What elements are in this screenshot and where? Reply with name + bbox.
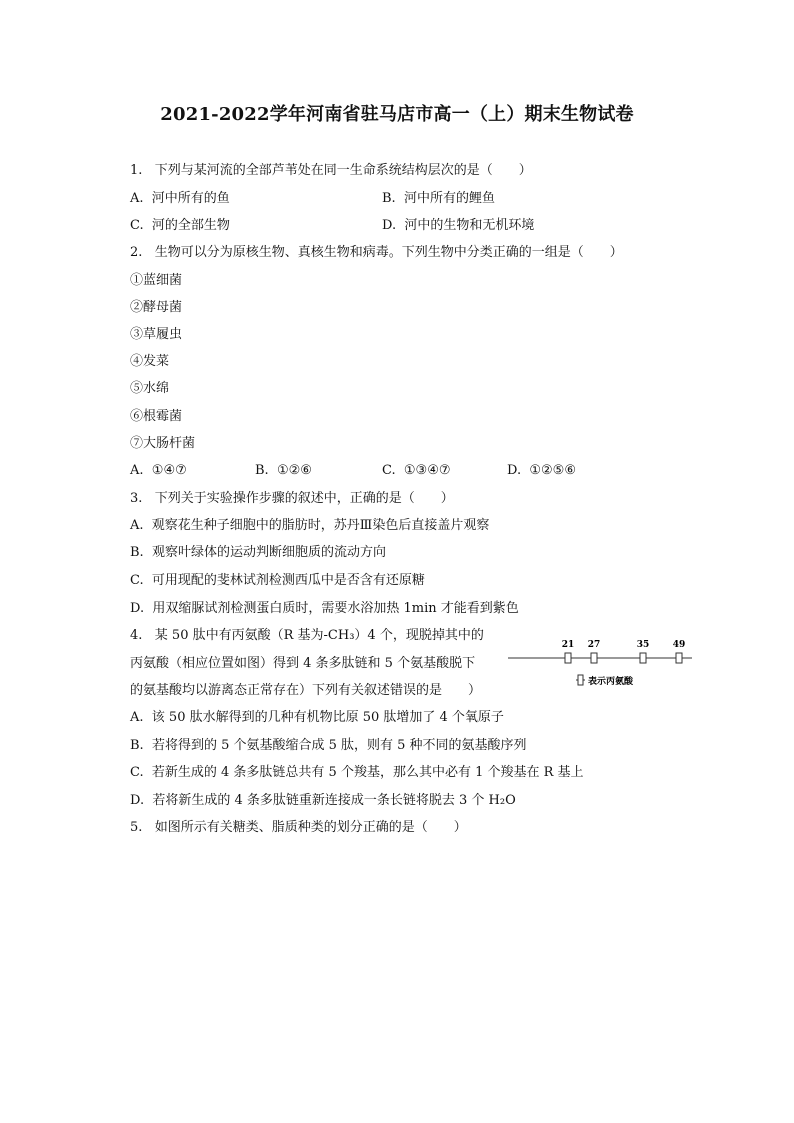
question-4-option-a: A. 该 50 肽水解得到的几种有机物比原 50 肽增加了 4 个氧原子 xyxy=(130,710,504,725)
question-4-stem-line-3: 的氨基酸均以游离态正常存在）下列有关叙述错误的是 ） xyxy=(130,683,482,698)
question-2-option-d: D. ①②⑤⑥ xyxy=(507,463,576,478)
question-4-option-b: B. 若将得到的 5 个氨基酸缩合成 5 肽，则有 5 种不同的氨基酸序列 xyxy=(130,738,527,753)
question-3-option-a: A. 观察花生种子细胞中的脂肪时，苏丹Ⅲ染色后直接盖片观察 xyxy=(130,518,490,533)
question-4-option-c: C. 若新生成的 4 条多肽链总共有 5 个羧基，那么其中必有 1 个羧基在 R 基上 xyxy=(130,765,584,780)
question-4-stem-line-1: 4. 某 50 肽中有丙氨酸（R 基为-CH₃）4 个，现脱掉其中的 xyxy=(130,628,484,643)
question-2-item: ③草履虫 xyxy=(130,327,183,342)
question-3-stem: 3. 下列关于实验操作步骤的叙述中，正确的是（ ） xyxy=(130,491,454,506)
alanine-marker xyxy=(591,653,597,663)
question-2-item: ⑤水绵 xyxy=(130,381,170,396)
question-1-option-b: B. 河中所有的鲤鱼 xyxy=(382,191,495,206)
question-3-option-d: D. 用双缩脲试剂检测蛋白质时，需要水浴加热 1min 才能看到紫色 xyxy=(130,601,519,616)
question-1-option-c: C. 河的全部生物 xyxy=(130,218,230,233)
alanine-marker xyxy=(676,653,682,663)
page-title: 2021-2022学年河南省驻马店市高一（上）期末生物试卷 xyxy=(160,104,634,125)
question-4-stem-line-2: 丙氨酸（相应位置如图）得到 4 条多肽链和 5 个氨基酸脱下 xyxy=(130,656,476,671)
alanine-marker xyxy=(565,653,571,663)
legend-label: 表示丙氨酸 xyxy=(588,677,634,687)
question-1-option-a: A. 河中所有的鱼 xyxy=(130,191,230,206)
question-3-option-b: B. 观察叶绿体的运动判断细胞质的流动方向 xyxy=(130,545,386,560)
question-1-option-d: D. 河中的生物和无机环境 xyxy=(382,218,535,233)
question-2-item: ④发菜 xyxy=(130,354,170,369)
legend-marker xyxy=(578,675,583,685)
question-2-option-a: A. ①④⑦ xyxy=(130,463,187,478)
question-4-option-d: D. 若将新生成的 4 条多肽链重新连接成一条长链将脱去 3 个 H₂O xyxy=(130,793,516,808)
peptide-chain-diagram xyxy=(506,636,696,692)
question-1-stem: 1. 下列与某河流的全部芦苇处在同一生命系统结构层次的是（ ） xyxy=(130,163,532,178)
position-label-35: 35 xyxy=(636,640,650,650)
question-2-option-c: C. ①③④⑦ xyxy=(382,463,451,478)
question-2-item: ⑥根霉菌 xyxy=(130,409,183,424)
question-2-item: ②酵母菌 xyxy=(130,300,183,315)
question-3-option-c: C. 可用现配的斐林试剂检测西瓜中是否含有还原糖 xyxy=(130,573,425,588)
question-2-item: ①蓝细菌 xyxy=(130,273,183,288)
question-2-stem: 2. 生物可以分为原核生物、真核生物和病毒。下列生物中分类正确的一组是（ ） xyxy=(130,245,623,260)
question-2-item: ⑦大肠杆菌 xyxy=(130,436,196,451)
position-label-27: 27 xyxy=(587,640,601,650)
position-label-21: 21 xyxy=(561,640,575,650)
question-2-option-b: B. ①②⑥ xyxy=(255,463,312,478)
alanine-marker xyxy=(640,653,646,663)
position-label-49: 49 xyxy=(672,640,686,650)
question-5-stem: 5. 如图所示有关糖类、脂质种类的划分正确的是（ ） xyxy=(130,820,467,835)
